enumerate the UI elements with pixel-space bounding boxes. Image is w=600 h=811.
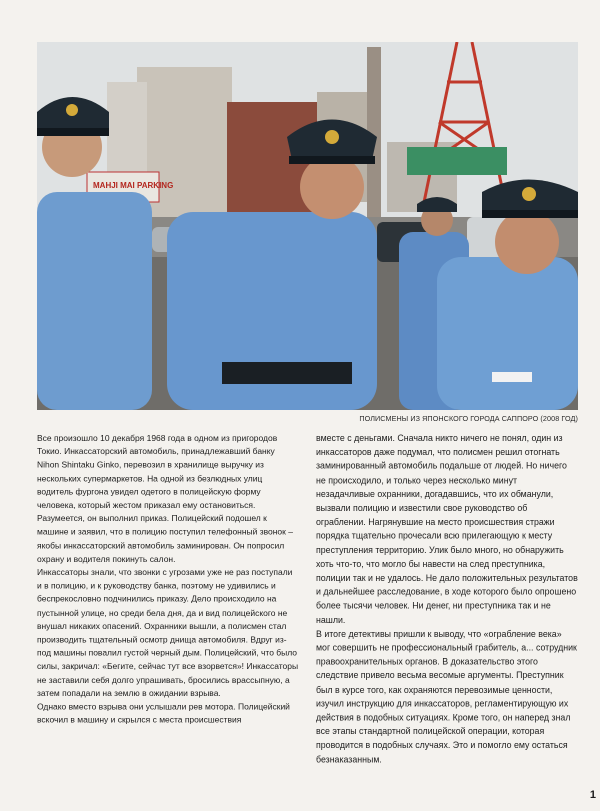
page-number: 1 <box>589 789 596 801</box>
paragraph: вместе с деньгами. Сначала никто ничего не понял, один из инкассаторов даже подумал, что полисмен решил отогнать заминированный автомобиль подальше от людей. Но ничего не происходило, и только через несколько минут незадачливые охранники, догадавшись, что их обманули, вызвали полицию и известили свое руководство об ограблении. Нагрянувшие на место происшествия стражи порядка тщательно прочесали всю прилегающую к месту преступления территорию. Улик было много, но обнаружить хоть что-то, что могло бы навести на след преступника, полиции так и не удалось. Не дало положительных результатов и дальнейшее расследование, в ходе которого было опрошено более тысячи человек. Ни денег, ни преступника так и не нашли. <box>316 433 578 626</box>
article-column-right <box>316 432 578 767</box>
parking-sign: MAHJI MAI PARKING <box>93 181 174 190</box>
article-column-left <box>37 432 299 728</box>
paragraph: Инкассаторы знали, что звонки с угрозами уже не раз поступали и в полицию, и к руководству банка, поэтому не удивились и беспрекословно подчинились приказу. Дело происходило на пустынной улице, но среди бела дня, да и вид полицейского не внушал никаких опасений. Охранники вышли, а полисмен стал производить тщательный осмотр днища автомобиля. Вдруг из-под машины повалил густой черный дым. Полицейский, что было силы, закричал: «Бегите, сейчас тут все взорвется»! Инкассаторы не заставили себя долго упрашивать, бросились врассыпную, а затем попадали на землю в ожидании взрыва. <box>37 568 299 699</box>
paragraph: Однако вместо взрыва они услышали рев мотора. Полицейский вскочил в машину и скрылся с места происшествия <box>37 702 290 726</box>
paragraph: Все произошло 10 декабря 1968 года в одном из пригородов Токио. Инкассаторский автомобиль, принадлежавший банку Nihon Shintaku Ginko, перевозил в хранилище выручку из нескольких супермаркетов. На одной из безлюдных улиц водитель фургона увидел одетого в полицейскую форму человека, который жестом приказал ему остановиться. Разумеется, он выполнил приказ. Полицейский подошел к машине и заявил, что в полицию поступил телефонный звонок – якобы инкассаторский автомобиль заминирован. Он попросил охрану и водителя покинуть салон. <box>37 433 293 565</box>
paragraph: В итоге детективы пришли к выводу, что «ограбление века» мог совершить не профессиональный грабитель, а... сотрудник правоохранительных органов. В доказательство этого следствие привело весьма весомые аргументы. Преступник был в курсе того, как охраняются перевозимые ценности, изучил инструкцию для инкассаторов, регламентирующую их действия в подобных ситуациях. Кроме того, он наперед знал все этапы стандартной полицейской операции, которая проводится в подобных случаях. Это и помогло ему остаться безнаказанным. <box>316 629 577 766</box>
police-officers-photo <box>37 42 578 410</box>
photo-caption: ПОЛИСМЕНЫ ИЗ ЯПОНСКОГО ГОРОДА САППОРО (2008 ГОД) <box>359 414 578 423</box>
